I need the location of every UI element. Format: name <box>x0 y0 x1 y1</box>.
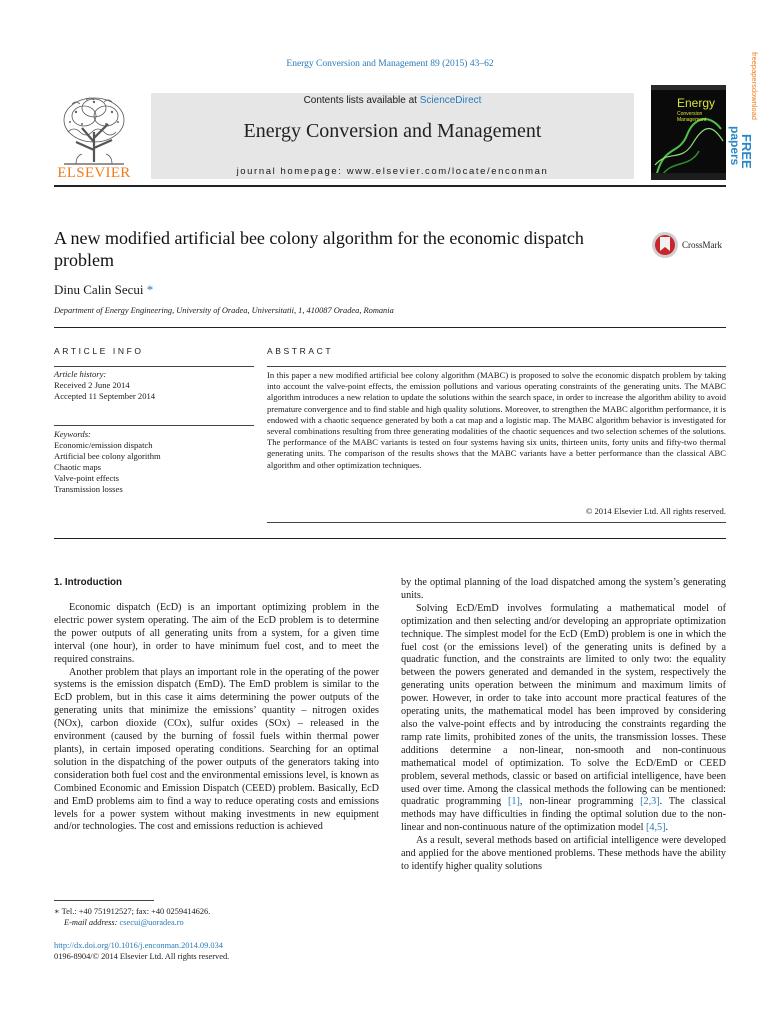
badge-free: FREE <box>739 134 754 169</box>
journal-cover-thumbnail[interactable] <box>651 85 726 180</box>
citation-link[interactable]: [4,5] <box>646 822 666 834</box>
free-papers-badge <box>730 48 764 168</box>
abstract-copyright: © 2014 Elsevier Ltd. All rights reserved. <box>585 506 726 516</box>
section-heading-introduction: 1. Introduction <box>54 577 123 588</box>
keywords-list <box>54 429 254 495</box>
abstract-rule-bottom <box>267 522 726 523</box>
author-text: Dinu Calin Secui <box>54 282 144 297</box>
badge-papers: papers <box>728 126 742 166</box>
footnote-block <box>54 906 379 928</box>
keyword-item: Economic/emission dispatch <box>54 440 153 450</box>
journal-reference-link[interactable]: Energy Conversion and Management 89 (2015) 43–62 <box>286 59 494 69</box>
article-info-rule <box>54 366 254 367</box>
paragraph-text: . The classical methods may have difficulties in finding the optimal solution due to the non-linear and non-continuous nature of the optimization model <box>401 796 726 834</box>
crossmark-badge[interactable] <box>651 229 731 261</box>
cover-title: Energy <box>677 96 716 110</box>
title-rule <box>54 327 726 328</box>
keyword-item: Artificial bee colony algorithm <box>54 451 161 461</box>
journal-title: Energy Conversion and Management <box>243 120 542 142</box>
cover-subtitle-2: Management <box>677 117 707 123</box>
journal-homepage-link[interactable]: journal homepage: www.elsevier.com/locate/enconman <box>236 166 549 177</box>
article-info-heading: ARTICLE INFO <box>54 346 144 356</box>
author-affiliation: Department of Energy Engineering, University of Oradea, Universitatii, 1, 410087 Oradea, Romania <box>54 306 394 315</box>
contents-prefix: Contents lists available at <box>303 95 420 106</box>
elsevier-wordmark: ELSEVIER <box>57 165 131 181</box>
body-paragraph: As a result, several methods based on artificial intelligence were developed and applied for the above mentioned problems. These methods have the ability to identify higher quality solutions <box>401 835 726 872</box>
corresponding-author-footnote: ∗ Tel.: +40 751912527; fax: +40 0259414626. <box>54 907 211 916</box>
paragraph-text: , non-linear programming <box>519 796 641 808</box>
paragraph-text: . <box>665 822 669 834</box>
body-rule <box>54 538 726 539</box>
keywords-label: Keywords: <box>54 429 91 439</box>
contents-availability-line <box>151 95 634 106</box>
body-column-right <box>401 577 726 874</box>
body-paragraph <box>401 603 726 835</box>
body-paragraph: Economic dispatch (EcD) is an important optimizing problem in the electric power system operating. The aim of the EcD problem is to determine the power outputs of all generating units from a system, for a given time interval (one hour), in order to have minimum fuel cost, and to meet the required constrains. <box>54 602 379 665</box>
article-history <box>54 369 254 402</box>
header-rule <box>54 185 726 187</box>
footnote-rule <box>54 900 154 901</box>
citation-link[interactable]: [2,3] <box>640 796 660 808</box>
badge-download: freepapersdownload <box>750 52 759 120</box>
article-title: A new modified artificial bee colony algorithm for the economic dispatch problem <box>54 228 584 270</box>
abstract-text: In this paper a new modified artificial bee colony algorithm (MABC) is proposed to solve the economic dispatch problem by taking into account the valve-point effects, the emission pollutions and various operating constraints of the generating units. The MABC algorithm introduces a new relation to update the solutions within the search space, in order to increase the algorithm ability to avoid premature convergence and to find stable and high quality solutions. Moreover, to strengthen the MABC algorithm performance, it is endowed with a chaotic sequence generated by both a cat map and a logistic map. The MABC algorithm behavior is investigated for several combinations resulting from three generating modalities of the chaotic sequences and two selection schemes of the solutions. The performance of the MABC variants is tested on four systems having six units, thirteen units, forty units and fifty-two thermal generating units. The comparison of the results shows that the MABC variants have a better performance than the classical ABC algorithm and other optimization techniques. <box>267 370 726 470</box>
citation-link[interactable]: [1] <box>507 796 520 808</box>
body-column-left <box>54 602 379 834</box>
sciencedirect-link[interactable]: ScienceDirect <box>419 95 482 106</box>
received-date: Received 2 June 2014 <box>54 380 130 390</box>
email-label: E-mail address: <box>64 918 120 927</box>
crossmark-label: CrossMark <box>682 240 722 250</box>
email-link[interactable]: csecui@uoradea.ro <box>119 918 184 927</box>
accepted-date: Accepted 11 September 2014 <box>54 391 156 401</box>
body-paragraph: by the optimal planning of the load dispatched among the system’s generating units. <box>401 577 726 601</box>
keyword-item: Chaotic maps <box>54 462 102 472</box>
abstract-heading: ABSTRACT <box>267 346 334 356</box>
corresponding-author-mark[interactable]: * <box>146 282 154 297</box>
abstract-rule-top <box>267 366 726 367</box>
doi-link[interactable]: http://dx.doi.org/10.1016/j.enconman.2014.09.034 <box>54 941 223 950</box>
keywords-rule <box>54 425 254 426</box>
author-name <box>54 282 153 298</box>
body-paragraph: Another problem that plays an important role in the operating of the power systems is the emission dispatch (EmD). The EmD problem is similar to the EcD problem, but in this case it aims determining the power outputs of the generating units that minimize the emissions’ quantity – nitrogen oxides (NOx), carbon dioxide (COx), sulfur oxides (SOx) – released in the environment (caused by the burning of fossil fuels within thermal power plants), in certain imposed operating conditions. Searching for an optimal solution in the dispatching of the power outputs of the generators taking into consideration both fuel cost and the environmental emissions level, is known as Combined Economic and Emission Dispatch (CEED) problem. Basically, EcD and EmD problems aim to find a way to reduce operating costs and emissions levels for a power system without making investments in new equipment and/or technologies. The cost and emissions reduction is achieved <box>54 666 379 833</box>
keyword-item: Transmission losses <box>54 484 123 494</box>
issn-copyright: 0196-8904/© 2014 Elsevier Ltd. All rights reserved. <box>54 952 230 961</box>
keyword-item: Valve-point effects <box>54 473 119 483</box>
history-label: Article history: <box>54 369 107 379</box>
paragraph-text: Solving EcD/EmD involves formulating a mathematical model of optimization and then selecting and/or developing an appropriate optimization technique. The simplest model for the EcD (EmD) problem is one in which the fuel cost (or the emissions level) of the generating units is defined by a quadratic function, and the constraints are limited to only two: the equality between the powers generated and demanded in the system, respectively the generating units operation between the minimum and maximum limits of power. However, in order to take into account more practical features of the operating units, the mathematical model has been improved by considering also the valve-point effects and by introducing the constraints regarding the ramp rate limits, prohibited zones of the units, the transmission losses. These additions determine a non-linear, non-smooth and non-continuous mathematical model of optimization. To solve the EcD/EmD or CEED problem, several methods, classic or based on artificial intelligence, have been used over time. Among the classical methods the following can be mentioned: quadratic programming <box>401 602 726 808</box>
cover-subtitle-1: Conversion <box>677 111 703 117</box>
